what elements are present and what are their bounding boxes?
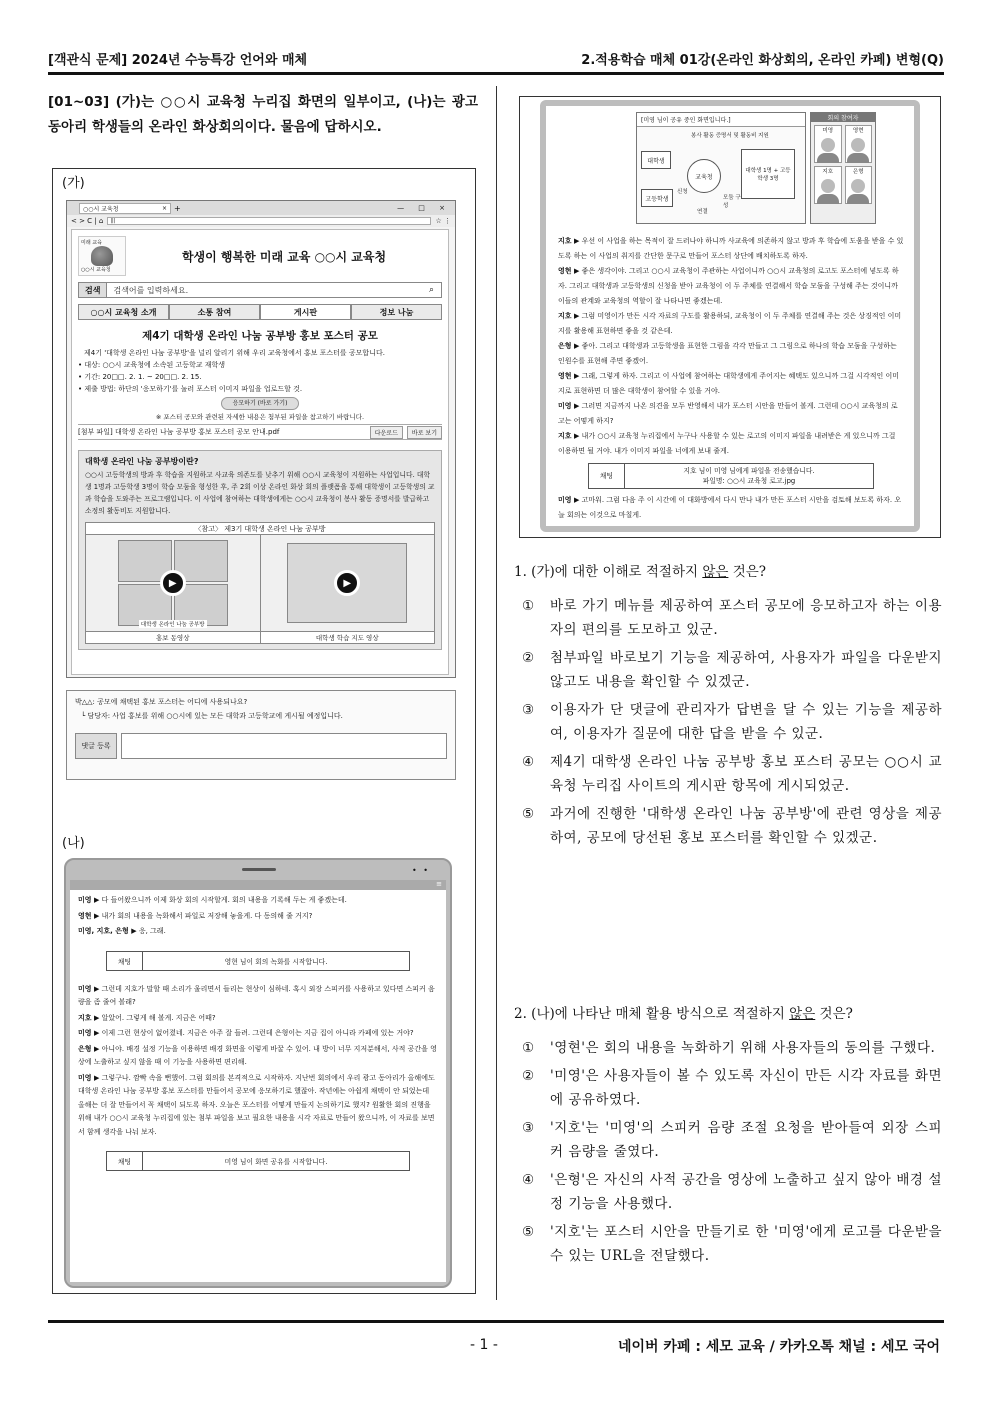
post-line: • 기간: 20□□. 2. 1. ~ 20□□. 2. 15. [78, 373, 202, 381]
dialogue-line: 지호 ▶ 알았어. 그렇게 해 볼게. 지금은 어때? [78, 1013, 216, 1022]
attachment-label: [첨부 파일] 대학생 온라인 나눔 공부방 홍보 포스터 공모 안내.pdf [78, 428, 280, 436]
dialogue-line: 미영 ▶ 다 들어왔으니까 이제 화상 회의 시작할게. 회의 내용을 기록해 두는 게 좋겠는데. [78, 896, 347, 904]
participant-tile[interactable]: 영현 [845, 125, 873, 163]
window-controls[interactable]: — □ × [397, 204, 451, 212]
diagram-form: 모둠 구성 [723, 195, 741, 209]
bookmark-menu-icon[interactable]: ☆ ⋮ [435, 217, 451, 225]
tab-info[interactable]: 정보 나눔 [351, 304, 442, 319]
dialogue-line: 미영 ▶ 고마워. 그럼 다음 주 이 시간에 이 대화방에서 다시 만나 내가 만든 포스터 시안을 검토해 보도록 하자. 오늘 회의는 이것으로 마칠게. [558, 496, 902, 519]
speaker-grille [242, 868, 276, 871]
video-caption: 대학생 학습 지도 영상 [315, 634, 379, 642]
diagram-node-office: 교육청 [687, 159, 721, 193]
option[interactable]: ③ '지호'는 '미영'의 스피커 음량 조절 요청을 받아들여 외장 스피커 음량을 줄였다. [522, 1120, 942, 1160]
info-title: 대학생 온라인 나눔 공부방이란? [85, 457, 199, 466]
header-rule [48, 72, 944, 75]
site-title: 학생이 행복한 미래 교육 ○○시 교육청 [181, 249, 387, 264]
participant-tile[interactable]: 은형 [845, 166, 873, 204]
option[interactable]: ② '미영'은 사용자들이 볼 수 있도록 자신이 만든 시각 자료를 화면에 공유하였다. [522, 1068, 942, 1108]
question-2 [514, 1004, 942, 1268]
comment-section [66, 690, 456, 780]
shared-screen [636, 112, 806, 224]
info-box [78, 450, 442, 650]
attachment-note: ※ 포스터 공모와 관련된 자세한 내용은 첨부된 파일을 참고하기 바랍니다. [155, 413, 365, 421]
avatar [821, 138, 835, 152]
chat-text [625, 464, 873, 488]
tablet-meeting [64, 858, 452, 1288]
chat-text: 미영 님이 화면 공유를 시작합니다. [224, 1158, 328, 1166]
question-stem: 2. (나)에 나타난 매체 활용 방식으로 적절하지 않은 것은? [514, 1006, 853, 1022]
option[interactable]: ⑤ 과거에 진행한 '대학생 온라인 나눔 공부방'에 관련 영상을 제공하여, 공모에 당선된 홍보 포스터를 확인할 수 있겠군. [522, 806, 942, 846]
avatar [851, 138, 865, 152]
site-logo[interactable] [78, 236, 126, 276]
comment-input-row [75, 733, 447, 759]
tab-intro[interactable]: ○○시 교육청 소개 [78, 304, 169, 319]
post-line: • 대상: ○○시 교육청에 소속된 고등학교 재학생 [78, 361, 226, 369]
screen-share-area [636, 112, 876, 224]
reference-title: 〈참고〉 제3기 대학생 온라인 나눔 공부방 [86, 523, 434, 535]
diagram-apply: 신청 [677, 189, 688, 195]
browser-tabbar [67, 201, 455, 215]
reference-videos [86, 535, 434, 631]
participants-panel [810, 112, 876, 224]
chat-line: 지호 님이 미영 님에게 파일을 전송했습니다. [683, 467, 815, 475]
nav-arrows-icon[interactable]: < > C | ⌂ [71, 217, 104, 225]
diagram-top-label: 봉사 활동 증명서 및 활동비 지원 [691, 133, 769, 139]
browser-tab-label: ○○시 교육청 [83, 205, 119, 213]
comment-answer: └ 담당자: 사업 홍보를 위해 ○○시에 있는 모든 대학과 고등학교에 게시될 예정입니다. [81, 712, 343, 720]
video-overlay-text: 대학생 온라인 나눔 공부방 [140, 622, 205, 628]
search-input[interactable]: 검색어를 입력하세요. [113, 285, 189, 295]
dialogue-line: 지호 ▶ 우선 이 사업을 하는 목적이 잘 드러나야 하니까 사교육에 의존하지 않고 방과 후 학습에 도움을 받을 수 있도록 하는 이 사업의 취지를 간단한 문구로 만들어 포스터 상단에 배치하도록 하자. [558, 237, 904, 260]
comment-submit-button[interactable]: 댓글 등록 [75, 733, 117, 759]
option[interactable]: ① 바로 가기 메뉴를 제공하여 포스터 공모에 응모하고자 하는 이용자의 편의를 도모하고 있군. [522, 598, 942, 638]
post-body [78, 347, 442, 395]
browser-content [71, 229, 449, 675]
chat-label: 채팅 [107, 1152, 143, 1170]
comment-question: 박△△: 공모에 채택된 홍보 포스터는 어디에 사용되나요? [75, 698, 248, 706]
dialogue-line: 은형 ▶ 아니야. 배경 설정 기능을 이용하면 배경 화면을 이렇게 바꿀 수 있어. 내 방이 너무 지저분해서, 사적 공간을 영상에 노출하고 싶지 않을 때 이 기능을 사용하면 편리해. [78, 1044, 437, 1066]
participants-grid [811, 122, 875, 207]
dialogue-block-2 [70, 979, 446, 1146]
page-number: - 1 - [470, 1337, 498, 1353]
footer-rule [48, 1320, 944, 1323]
header-right: 2.적용학습 매체 01강(온라인 화상회의, 온라인 카페) 변형(Q) [581, 52, 944, 68]
meeting-screen [70, 880, 446, 1282]
column-divider [496, 86, 497, 1300]
dialogue-line: 미영 ▶ 그런데 지호가 말할 때 소리가 울리면서 들리는 현상이 심하네. 혹시 외장 스피커를 사용하고 있다면 스피커 음량을 좀 줄여 볼래? [78, 984, 435, 1006]
search-icon[interactable]: ⌕ [429, 285, 435, 295]
close-icon[interactable]: × [161, 204, 167, 212]
dialogue-line: 지호 ▶ 그럼 미영이가 만든 시각 자료의 구도를 활용하되, 교육청이 이 두 주체를 연결해 주는 것은 상징적인 이미지를 활용해 표현하면 좋을 것 같은데. [558, 312, 902, 335]
meeting-toolbar [70, 880, 446, 890]
participant-tile[interactable]: 미영 [814, 125, 842, 163]
url-input[interactable]: ||| [107, 217, 431, 225]
play-icon[interactable]: ▶ [334, 570, 360, 596]
tab-communication[interactable]: 소통 참여 [169, 304, 260, 319]
download-button[interactable]: 다운로드 [370, 426, 403, 439]
comment-input[interactable] [121, 733, 447, 759]
diagram-node-group: 대학생 1명 + 고등학생 3명 [741, 149, 795, 199]
promo-video[interactable] [86, 535, 261, 631]
plus-icon[interactable]: + [174, 203, 181, 213]
dialogue-block-right [558, 234, 904, 523]
avatar [821, 179, 835, 193]
reference-box [85, 522, 435, 644]
site-header [78, 234, 442, 278]
dialogue-line: 지호 ▶ 내가 ○○시 교육청 누리집에서 누구나 사용할 수 있는 로고의 이미지 파일을 내려받은 게 있으니까 그걸 이용하면 될 거야. 내가 이미지 파일을 너에게 보내 줄게. [558, 432, 896, 455]
label-na: (나) [62, 836, 85, 851]
question-stem: 1. (가)에 대한 이해로 적절하지 않은 것은? [514, 564, 767, 580]
attachment-row [78, 424, 442, 440]
share-title: [미영 님이 공유 중인 화면입니다.] [637, 113, 805, 127]
header-left: [객관식 문제] 2024년 수능특강 언어와 매체 [48, 52, 308, 68]
logo-bottom-text: ○○시 교육청 [81, 267, 111, 273]
meeting-screen-right [546, 106, 914, 526]
dialogue-line: 미영 ▶ 그러면 지금까지 나온 의견을 모두 반영해서 내가 포스터 시안을 만들어 볼게. 그런데 ○○시 교육청의 로고는 어떻게 하지? [558, 402, 898, 425]
dialogue-block-1 [70, 890, 446, 945]
apply-button[interactable]: 응모하기 (바로 가기) [221, 397, 299, 410]
chat-filename: 파일명: ○○시 교육청 로고.jpg [702, 477, 796, 485]
diagram-node-high: 고등학생 [641, 189, 673, 207]
option-list [514, 594, 942, 850]
dialogue-line: 영현 ▶ 그래, 그렇게 하자. 그리고 이 사업에 참여하는 대학생에게 주어지는 혜택도 있으니까 그걸 시각적인 이미지로 표현하면 더 많은 대학생이 참여할 수 있을 거야. [558, 372, 899, 395]
participants-title: 회의 참여자 [811, 113, 875, 122]
footer-source: 네이버 카페 : 세모 교육 / 카카오톡 채널 : 세모 국어 [617, 1339, 940, 1355]
site-nav [78, 304, 442, 320]
diagram-node-univ: 대학생 [641, 151, 671, 169]
browser-tab[interactable] [79, 203, 171, 214]
passage-intro: [01~03] (가)는 ○○시 교육청 누리집 화면의 일부이고, (나)는 광고 동아리 학생들의 온라인 화상회의이다. 물음에 답하시오. [48, 94, 478, 135]
info-text: ○○시 고등학생의 방과 후 학습을 지원하고 사교육 의존도를 낮추기 위해 ○○시 교육청이 지원하는 사업입니다. 대학생 1명과 고등학생 3명이 학습 모둠을 형성한 후, 주 2회 이상 온라인 화상 회의 플랫폼을 통해 대학생이 고등학생의 교과 학습을 도와주는 프로그램입니다. 이 사업에 참여하는 대학생에게는 ○○시 교육청이 봉사 활동 증명서를 발급하고 소정의 활동비도 지원합니다. [85, 471, 435, 515]
tablet-meeting-right [540, 100, 920, 532]
dialogue-line: 미영, 지호, 은형 ▶ 응, 그래. [78, 927, 166, 935]
post-title: 제4기 대학생 온라인 나눔 공부방 홍보 포스터 공모 [142, 330, 378, 342]
option[interactable]: ② 첨부파일 바로보기 기능을 제공하여, 사용자가 파일을 다운받지 않고도 내용을 확인할 수 있겠군. [522, 650, 942, 690]
chat-label: 채팅 [107, 952, 143, 970]
post-line: 제4기 '대학생 온라인 나눔 공부방'을 널리 알리기 위해 우리 교육청에서 홍보 포스터를 공모합니다. [84, 349, 385, 357]
dialogue-line: 영현 ▶ 내가 회의 내용을 녹화해서 파일로 저장해 놓을게. 다 동의해 줄 거지? [78, 911, 313, 920]
dialogue-line: 은형 ▶ 좋아. 그리고 대학생과 고등학생을 표현한 그림을 각각 만들고 그 그림으로 하나의 학습 모둠을 구성하는 인원수를 표현해 주면 좋겠어. [558, 342, 897, 365]
post-line: • 제출 방법: 하단의 '응모하기'를 눌러 포스터 이미지 파일을 업로드할 것. [78, 385, 303, 393]
option[interactable]: ① '영현'은 회의 내용을 녹화하기 위해 사용자들의 동의를 구했다. [522, 1040, 936, 1056]
option[interactable]: ④ '은형'은 자신의 사적 공간을 영상에 노출하고 싶지 않아 배경 설정 기능을 사용했다. [522, 1172, 942, 1212]
dialogue-line: 영현 ▶ 좋은 생각이야. 그리고 ○○시 교육청이 주관하는 사업이니까 ○○시 교육청의 로고도 포스터에 넣도록 하자. 그리고 대학생과 고등학생의 신청을 받아 교육청이 이 두 주체를 연결해서 학습 모둠을 구성해 주는 것이니까 이들의 관계와 교육청의 역할이 잘 나타나면 좋겠는데. [558, 267, 899, 305]
question-1 [514, 562, 942, 850]
chat-notice [588, 463, 874, 489]
chat-notice [106, 1151, 410, 1171]
chat-text: 영현 님이 회의 녹화를 시작합니다. [224, 957, 328, 966]
chat-notice [106, 951, 410, 971]
menu-icon[interactable]: ≡ [436, 880, 442, 888]
diagram-connect: 연결 [697, 209, 708, 215]
avatar [851, 179, 865, 193]
video-caption: 홍보 동영상 [86, 632, 261, 643]
option[interactable]: ④ 제4기 대학생 온라인 나눔 공부방 홍보 포스터 공모는 ○○시 교육청 누리집 사이트의 게시판 항목에 게시되었군. [522, 754, 942, 794]
dialogue-line: 미영 ▶ 이제 그런 현상이 없어졌네. 지금은 아주 잘 들려. 그런데 은형이는 지금 집이 아니라 카페에 있는 거야? [78, 1029, 414, 1037]
logo-mark-icon [91, 246, 113, 266]
label-ga: (가) [62, 176, 85, 191]
page-header [48, 44, 944, 72]
participant-tile[interactable]: 지호 [814, 166, 842, 204]
logo-top-text: 미래 교육 [81, 240, 102, 246]
dialogue-line: 미영 ▶ 그렇구나. 깜빡 속을 뻔했어. 그럼 회의를 본격적으로 시작하자. 지난번 회의에서 우리 광고 동아리가 올해에도 대학생 온라인 나눔 공부방 홍보 포스터를 만들어서 공모에 응모하기로 했잖아. 작년에는 아쉽게 채택이 안 되었는데 올해는 더 잘 만들어서 꼭 채택이 되도록 하자. 오늘은 포스터를 어떻게 만들지 논의하기로 했지? 원활한 회의 진행을 위해 내가 ○○시 교육청 누리집에 있는 첨부 파일을 보고 필요한 내용을 시각 자료로 만들어 왔으니까, 이 자료를 보면서 함께 생각을 나눠 보자. [78, 1073, 435, 1136]
chat-label: 채팅 [589, 464, 625, 488]
option[interactable]: ⑤ '지호'는 포스터 시안을 만들기로 한 '미영'에게 로고를 다운받을 수 있는 URL을 전달했다. [522, 1224, 942, 1264]
search-label: 검색 [79, 283, 107, 297]
option[interactable]: ③ 이용자가 단 댓글에 관리자가 답변을 달 수 있는 기능을 제공하여, 이용자가 질문에 대한 답을 받을 수 있군. [522, 702, 942, 742]
search-bar [78, 282, 442, 298]
tutoring-video[interactable] [261, 535, 435, 631]
camera-icon: • • [412, 866, 430, 875]
reference-captions [86, 631, 434, 643]
browser-urlbar [67, 215, 455, 227]
option-list [514, 1036, 942, 1268]
play-icon[interactable]: ▶ [160, 570, 186, 596]
preview-button[interactable]: 바로 보기 [407, 426, 442, 439]
browser-window [66, 200, 456, 678]
tab-board[interactable]: 게시판 [260, 304, 351, 319]
